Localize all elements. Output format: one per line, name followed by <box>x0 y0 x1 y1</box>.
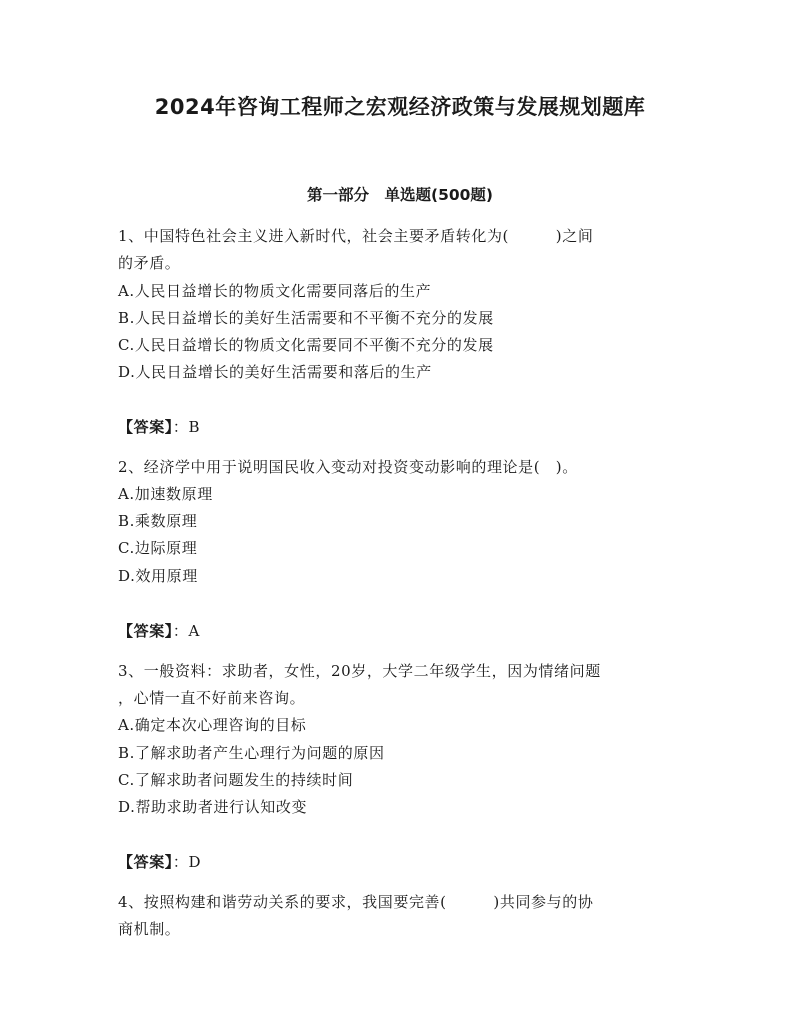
answer-value: ：D <box>172 853 202 871</box>
question-3-stem-line-2: ，心情一直不好前来咨询。 <box>118 689 306 707</box>
question-1-option-a: A.人民日益增长的物质文化需要同落后的生产 <box>118 282 432 300</box>
question-2-option-d: D.效用原理 <box>118 567 198 585</box>
question-3-option-d: D.帮助求助者进行认知改变 <box>118 798 308 816</box>
question-2-option-b: B.乘数原理 <box>118 512 198 530</box>
question-3-stem-line-1: 3、一般资料：求助者，女性，20岁，大学二年级学生，因为情绪问题 <box>118 662 601 680</box>
answer-value: ：B <box>172 418 201 436</box>
answer-label: 【答案】 <box>118 853 173 871</box>
question-3-answer <box>118 852 201 872</box>
question-1-option-d: D.人民日益增长的美好生活需要和落后的生产 <box>118 363 432 381</box>
question-4-stem-line-1: 4、按照构建和谐劳动关系的要求，我国要完善( )共同参与的协 <box>118 893 594 911</box>
question-3-option-a: A.确定本次心理咨询的目标 <box>118 716 307 734</box>
question-3-option-c: C.了解求助者问题发生的持续时间 <box>118 771 354 789</box>
question-2-stem-line-1: 2、经济学中用于说明国民收入变动对投资变动影响的理论是( )。 <box>118 458 578 476</box>
question-1-option-c: C.人民日益增长的物质文化需要同不平衡不充分的发展 <box>118 336 494 354</box>
answer-value: ：A <box>172 622 200 640</box>
question-1-answer <box>118 417 200 437</box>
answer-label: 【答案】 <box>118 418 173 436</box>
question-1-stem-line-2: 的矛盾。 <box>118 254 181 272</box>
question-2-option-c: C.边际原理 <box>118 539 198 557</box>
question-1-option-b: B.人民日益增长的美好生活需要和不平衡不充分的发展 <box>118 309 494 327</box>
question-4-stem-line-2: 商机制。 <box>118 920 181 938</box>
question-2-option-a: A.加速数原理 <box>118 485 213 503</box>
section-title: 第一部分 单选题(500题) <box>306 186 494 204</box>
question-3-option-b: B.了解求助者产生心理行为问题的原因 <box>118 744 385 762</box>
question-2-answer <box>118 621 200 641</box>
document-title: 2024年咨询工程师之宏观经济政策与发展规划题库 <box>154 95 646 119</box>
answer-label: 【答案】 <box>118 622 173 640</box>
question-1-stem-line-1: 1、中国特色社会主义进入新时代，社会主要矛盾转化为( )之间 <box>118 227 594 245</box>
